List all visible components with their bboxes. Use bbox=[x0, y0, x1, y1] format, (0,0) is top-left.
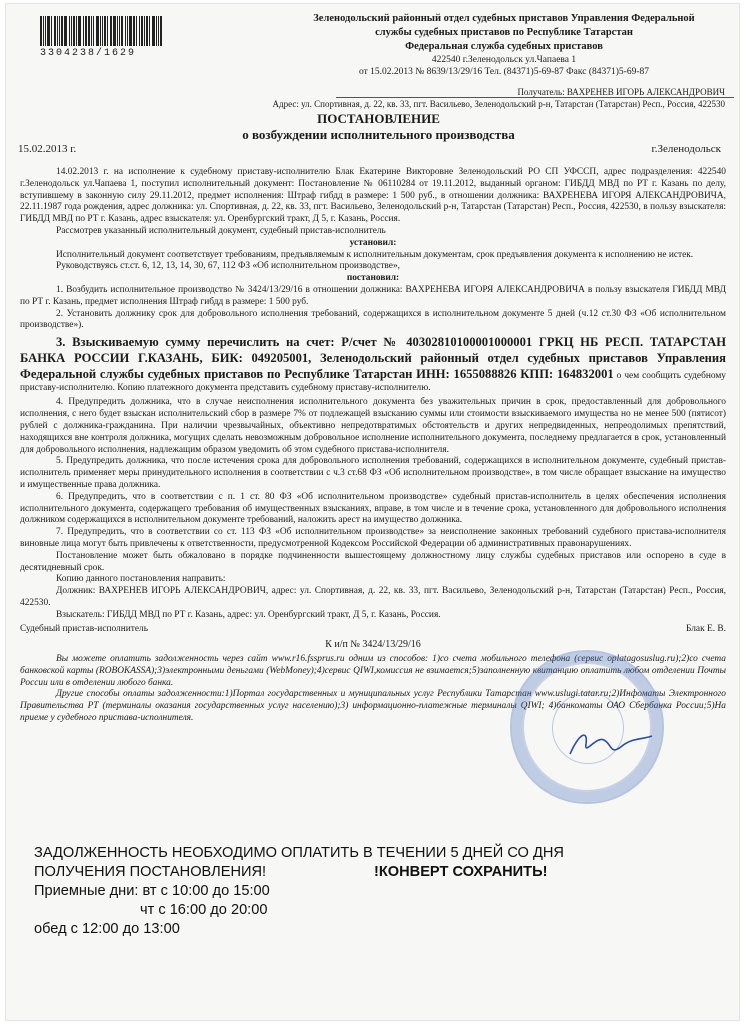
barcode-bar bbox=[149, 16, 150, 46]
paragraph-item-3 bbox=[20, 335, 726, 394]
signature-line bbox=[20, 624, 726, 636]
recipient-name: Получатель: ВАХРЕНЕВ ИГОРЬ АЛЕКСАНДРОВИЧ bbox=[517, 87, 725, 97]
barcode-bar bbox=[127, 16, 128, 46]
recipient-block bbox=[273, 86, 725, 110]
reception-days: Приемные дни: вт с 10:00 до 15:00 bbox=[34, 883, 270, 899]
agency-header bbox=[274, 12, 734, 78]
barcode-bar bbox=[54, 16, 56, 46]
barcode-bar bbox=[133, 16, 135, 46]
barcode-number: 3304238/1629 bbox=[40, 48, 137, 59]
barcode-bar bbox=[61, 16, 63, 46]
case-number: К и/п № 3424/13/29/16 bbox=[325, 639, 421, 651]
deadline-line-1: ЗАДОЛЖЕННОСТЬ НЕОБХОДИМО ОПЛАТИТЬ В ТЕЧЕНИИ 5 ДНЕЙ СО ДНЯ bbox=[34, 845, 564, 861]
heading-established: установил: bbox=[349, 237, 397, 248]
agency-address: 422540 г.Зеленодольск ул.Чапаева 1 bbox=[431, 55, 577, 65]
paragraph-debtor: Должник: ВАХРЕНЕВ ИГОРЬ АЛЕКСАНДРОВИЧ, адрес: ул. Спортивная, д. 22, кв. 33, пгт. Васильево, Зеленодольский р-н, Татарстан (Татарстан) Респ., Россия, 422530. bbox=[20, 586, 726, 608]
barcode-bar bbox=[91, 16, 92, 46]
barcode-bar bbox=[125, 16, 126, 46]
barcode-bar bbox=[102, 16, 103, 46]
payment-note: о чем сообщить судебному приставу-исполнителю. Копию платежного документа представить судебному приставу-исполнителю. bbox=[20, 370, 726, 393]
barcode-bar bbox=[152, 16, 155, 46]
barcode-bar bbox=[141, 16, 143, 46]
payment-methods-other: Другие способы оплаты задолженности:1)Портал государственных и муниципальных услуг Республики Татарстан www.uslugi.tatar.ru;2)Инфоматы Электронного Правительства РТ (терминалы оказания государственных услуг населению);3) информационно-платежные терминалы QIWI; 4)банкоматы ОАО Сбербанка России;5)На приеме у судебного пристава-исполнителя. bbox=[20, 689, 726, 724]
barcode-bar bbox=[73, 16, 75, 46]
barcode-bar bbox=[100, 16, 101, 46]
recipient-divider bbox=[336, 97, 734, 98]
agency-line-1: Зеленодольский районный отдел судебных приставов Управления Федеральной bbox=[313, 13, 695, 24]
barcode-bar bbox=[119, 16, 120, 46]
barcode-bar bbox=[144, 16, 145, 46]
barcode-bar bbox=[47, 16, 50, 46]
barcode-bar bbox=[78, 16, 81, 46]
keep-envelope-text: !КОНВЕРТ СОХРАНИТЬ! bbox=[374, 864, 548, 880]
paragraph-guided-by: Руководствуясь ст.ст. 6, 12, 13, 14, 30, 67, 112 ФЗ «Об исполнительном производстве», bbox=[56, 261, 400, 272]
barcode-bar bbox=[117, 16, 118, 46]
barcode-bar bbox=[136, 16, 137, 46]
barcode-bar bbox=[146, 16, 148, 46]
barcode-bar bbox=[83, 16, 84, 46]
document-body bbox=[20, 167, 726, 725]
signer-role: Судебный пристав-исполнитель bbox=[20, 624, 148, 635]
barcode-bar bbox=[43, 16, 44, 46]
lunch-break: обед с 12:00 до 13:00 bbox=[34, 921, 180, 937]
document-page bbox=[6, 4, 739, 1020]
barcode-bar bbox=[93, 16, 94, 46]
paragraph-item-7: 7. Предупредить, что в соответствии со ст. 113 ФЗ «Об исполнительном производстве» за неисполнение законных требований судебного пристава-исполнителя виновные лица могут быть привлечены к ответственности, предусмотренной Кодексом Российской Федерации об административных правонарушениях. bbox=[20, 527, 726, 549]
deadline-line-2 bbox=[34, 863, 734, 882]
payment-methods: Вы можете оплатить задолженность через сайт www.r16.fssprus.ru одним из способов: 1)со счета мобильного телефона (сервис oplatagosuslug.ru);2)со счета банковской карты (ROBOKASSA);3)электронными деньгами (WebMoney);4)сервис QIWI,комиссия не взимается;5)заполненную квитанцию оплатить любом отделении Почты России или в отделении любого банка. bbox=[20, 654, 726, 688]
barcode-bar bbox=[139, 16, 140, 46]
heading-resolved: постановил: bbox=[346, 273, 400, 284]
signature-mark bbox=[566, 726, 656, 762]
barcode-bar bbox=[40, 16, 42, 46]
agency-line-3: Федеральная служба судебных приставов bbox=[405, 41, 603, 52]
barcode-bar bbox=[45, 16, 46, 46]
document-reference: от 15.02.2013 № 8639/13/29/16 Тел. (84371)5-69-87 Факс (84371)5-69-87 bbox=[358, 67, 650, 77]
document-city: г.Зеленодольск bbox=[651, 143, 721, 155]
barcode-bar bbox=[51, 16, 52, 46]
barcode-bar bbox=[64, 16, 67, 46]
barcode-bar bbox=[160, 16, 162, 46]
paragraph-receipt: 14.02.2013 г. на исполнение к судебному приставу-исполнителю Блак Екатерине Викторовне Зеленодольский РО СП УФССП, адрес подразделения: 422540 г.Зеленодольск ул.Чапаева 1, поступил исполнительный документ: Постановление № 06110284 от 19.11.2012, выданный органом: ГИБДД МВД по РТ г. Казань по делу, вступившему в законную силу 29.11.2012, предмет исполнения: Штраф гибдд в размере: 1 500 руб., в отношении должника: ВАХРЕНЕВА ИГОРЯ АЛЕКСАНДРОВИЧА, 22.11.1987 года рождения, адрес должника: ул. Спортивная, д. 22, кв. 33, пгт. Васильево, Зеленодольский р-н, Татарстан (Татарстан) Респ., Россия, 422530, в пользу взыскателя: ГИБДД МВД по РТ г. Казань, адрес взыскателя: ул. Оренбургский тракт, Д 5, г. Казань, Россия. bbox=[20, 167, 726, 225]
barcode-bar bbox=[107, 16, 108, 46]
deadline-text: ПОЛУЧЕНИЯ ПОСТАНОВЛЕНИЯ! bbox=[34, 864, 267, 880]
barcode-bar bbox=[110, 16, 112, 46]
paragraph-item-2: 2. Установить должнику срок для добровольного исполнения требований, содержащихся в исполнительном документе 5 дней (ч.12 ст.30 ФЗ «Об исполнительном производстве»). bbox=[20, 308, 726, 331]
paragraph-item-5: 5. Предупредить должника, что после истечения срока для добровольного исполнения требований, содержащихся в исполнительном документе, судебный пристав-исполнитель применяет меры принудительного исполнения в соответствии с ч.3 ст.68 ФЗ «Об исполнительном производстве», в том числе обращает взыскание на имущество и имущественные права должника. bbox=[20, 456, 726, 490]
paragraph-item-1: 1. Возбудить исполнительное производство № 3424/13/29/16 в отношении должника: ВАХРЕНЕВА ИГОРЯ АЛЕКСАНДРОВИЧА в пользу взыскателя ГИБДД МВД по РТ г. Казань, предмет исполнения Штраф гибдд в размере: 1 500 руб. bbox=[20, 284, 726, 307]
title-line-1: ПОСТАНОВЛЕНИЕ bbox=[317, 111, 440, 126]
recipient-address: Адрес: ул. Спортивная, д. 22, кв. 33, пгт. Васильево, Зеленодольский р-н, Татарстан (Татарстан) Респ., Россия, 422530 bbox=[272, 99, 725, 109]
barcode-bar bbox=[158, 16, 159, 46]
paragraph-item-6: 6. Предупредить, что в соответствии с п. 1 ст. 80 ФЗ «Об исполнительном производстве» судебный пристав-исполнитель в целях обеспечения исполнения исполнительного документа, содержащего требования об имущественных взысканиях, вправе, в том числе и в течение срока, установленного для добровольного исполнения должником содержащихся в исполнительном документе требований, наложить арест на имущество должника. bbox=[20, 491, 726, 526]
barcode-bar bbox=[71, 16, 72, 46]
barcode-bar bbox=[156, 16, 157, 46]
barcode-bar bbox=[88, 16, 90, 46]
barcode-bar bbox=[69, 16, 70, 46]
barcode-bar bbox=[57, 16, 58, 46]
barcode-bar bbox=[121, 16, 123, 46]
barcode-bar bbox=[113, 16, 116, 46]
paragraph-compliance: Исполнительный документ соответствует требованиям, предъявляемым к исполнительным документам, срок предъявления документа к исполнению не истек. bbox=[56, 249, 694, 260]
barcode-bar bbox=[85, 16, 87, 46]
paragraph-considered: Рассмотрев указанный исполнительный документ, судебный пристав-исполнитель bbox=[56, 225, 386, 236]
paragraph-item-4: 4. Предупредить должника, что в случае неисполнения исполнительного документа без уважительных причин в срок, предоставленный для добровольного исполнения, с него будет взыскан исполнительский сбор в размере 7% от подлежащей взысканию суммы или стоимости взыскиваемого имущества но не менее 500 (пятисот) рублей с должника-гражданина. При наличии чрезвычайных, объективно непредотвратимых обстоятельств и других непредвиденных, непреодолимых препятствий, находящихся вне контроля должника, могущих сделать невозможным добровольное исполнение исполнительного документа, последнему предлагается в срок, установленный для добровольного исполнения, надлежащим образом уведомить об этом судебного пристава-исполнителя. bbox=[20, 397, 726, 455]
barcode-bar bbox=[76, 16, 77, 46]
document-date: 15.02.2013 г. bbox=[18, 143, 77, 155]
signer-name: Блак Е. В. bbox=[685, 624, 726, 635]
paragraph-appeal: Постановление может быть обжаловано в порядке подчиненности вышестоящему должностному лицу службы судебных приставов или оспорено в суде в десятидневный срок. bbox=[20, 550, 726, 573]
paragraph-copy-to: Копию данного постановления направить: bbox=[56, 574, 226, 585]
document-title bbox=[6, 111, 745, 143]
paragraph-claimant: Взыскатель: ГИБДД МВД по РТ г. Казань, адрес: ул. Оренбургский тракт, Д 5, г. Казань, Россия. bbox=[56, 609, 441, 620]
title-line-2: о возбуждении исполнительного производства bbox=[242, 127, 515, 142]
barcode-bar bbox=[59, 16, 60, 46]
barcode-bar bbox=[129, 16, 132, 46]
payment-deadline-notice bbox=[34, 844, 734, 939]
payment-details: 3. Взыскиваемую сумму перечислить на счет: Р/счет № 40302810100001000001 ГРКЦ НБ РЕСП. ТАТАРСТАН БАНКА РОССИИ Г.КАЗАНЬ, БИК: 049205001, Зеленодольский районный отдел судебных приставов Управления Федеральной службы судебных приставов по Республике Татарстан ИНН: 1655088826 КПП: 164832001 bbox=[20, 335, 726, 381]
agency-line-2: службы судебных приставов по Республике Татарстан bbox=[375, 27, 633, 38]
reception-thursday: чт с 16:00 до 20:00 bbox=[140, 902, 268, 918]
barcode bbox=[40, 16, 200, 46]
barcode-bar bbox=[104, 16, 106, 46]
barcode-bar bbox=[96, 16, 99, 46]
